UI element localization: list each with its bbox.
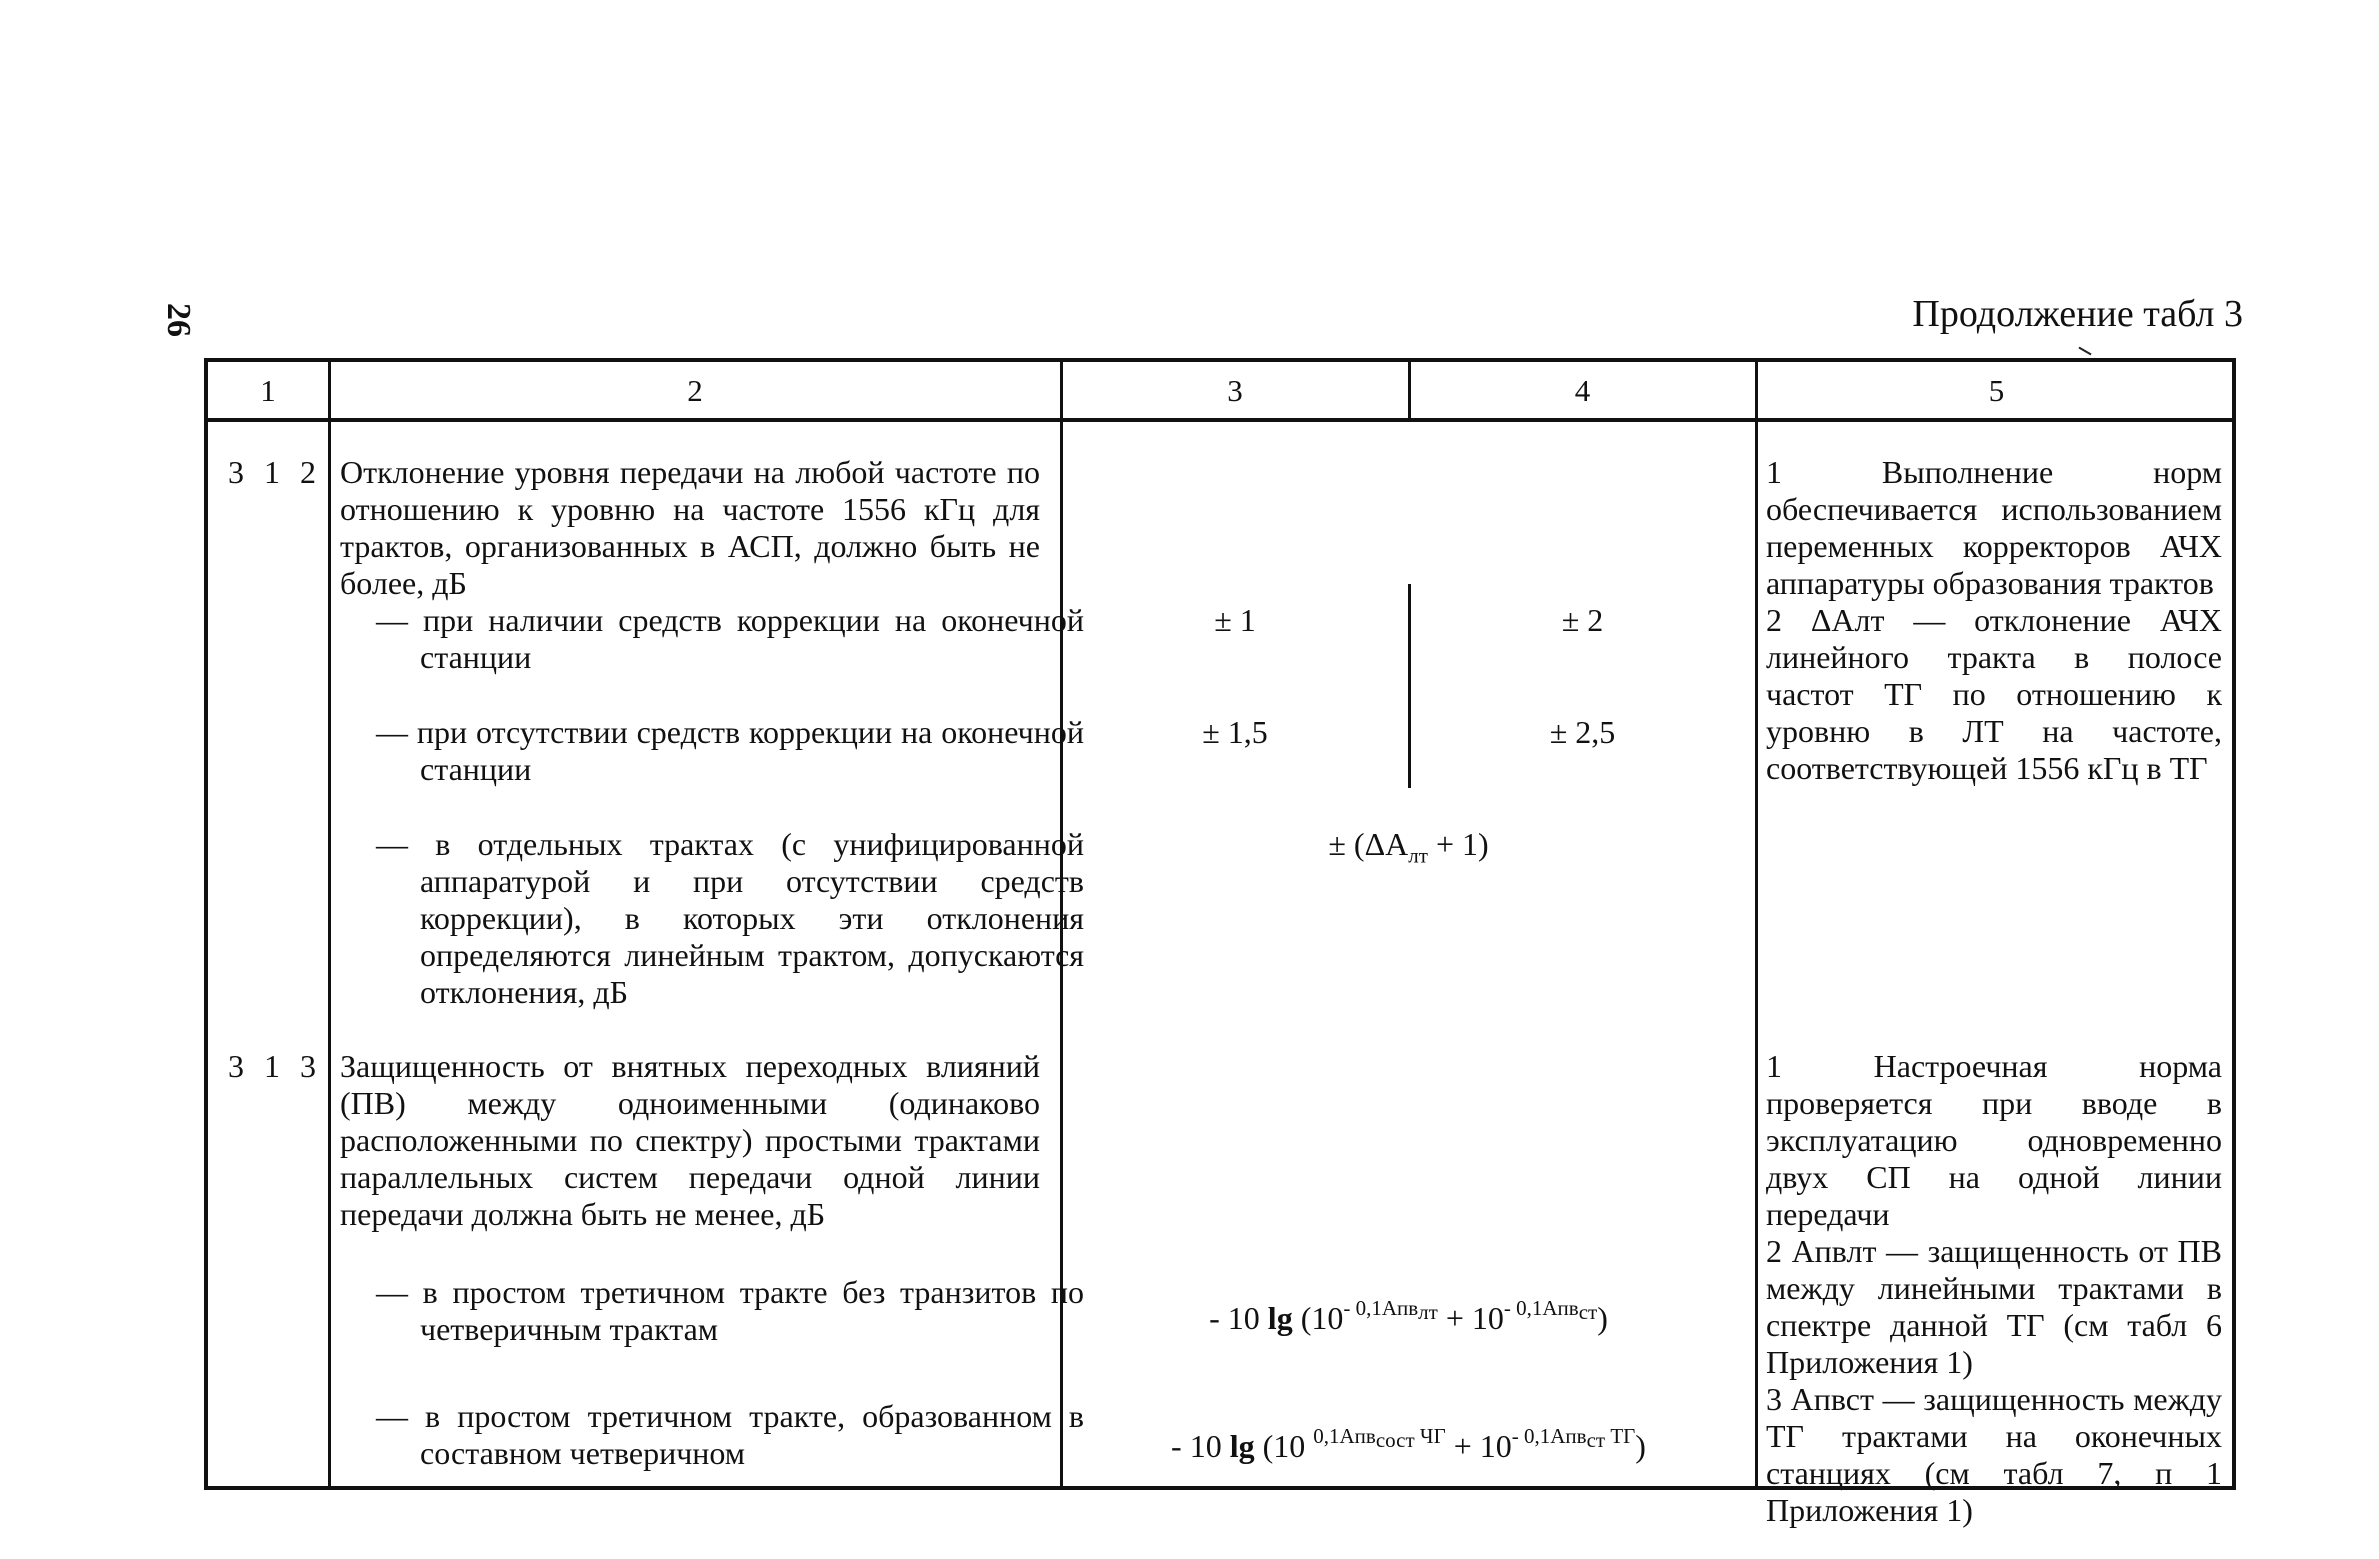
table (204, 358, 2236, 1528)
row-312-item-3-merged: ± $(\Delta A_{лт} + 1)$ (1328, 826, 1489, 868)
row-313-item-1: — в простом третичном тракте без транзитов по четверичным трактам (376, 1274, 1084, 1347)
page-number: 26 (160, 303, 197, 337)
row-313-item-1-formula: - 10 $\lg (10^{- 0,1Aпв_{лт}} + 10^{- 0,1Aпв_{ст}})$ (1209, 1296, 1608, 1336)
header-col-4: 4 (1574, 373, 1591, 408)
row-312-item-3: — в отдельных трактах (с унифицированной аппаратурой и при отсутствии средств коррекции), в которых эти отклонения определяются линейным трактом, допускаются отклонения, дБ (376, 826, 1084, 1010)
row-312-item-1: — при наличии средств коррекции на оконечной станции (376, 602, 1084, 675)
row-313-item-2-formula: - 10 lg (10 $^{0,1Aпв_{сост} ЧГ} + 10^{- 0,1Aпв_{ст} ТГ}$) (1171, 1424, 1646, 1464)
caption-tick (2078, 347, 2091, 356)
row-number-312: 3 1 2 (228, 454, 322, 490)
row-313-item-2: — в простом третичном тракте, образованном в составном четверичном (376, 1398, 1084, 1471)
table-caption: Продолжение табл 3 (1912, 293, 2243, 335)
row-312-notes: 1 Выполнение норм обеспечивается использованием переменных корректоров АЧХ аппаратуры образования трактов 2 ΔAлт — отклонение АЧХ линейного тракта в полосе частот ТГ по отношению к уровню в ЛТ на частоте, соответствующей 1556 кГц в ТГ (1766, 454, 2222, 786)
row-312-item-2: — при отсутствии средств коррекции на оконечной станции (376, 714, 1084, 787)
row-313-notes: 1 Настроечная норма проверяется при вводе в эксплуатацию одновременно двух СП на одной линии передачи 2 Aпвлт — защищенность от ПВ между линейными трактами в спектре данной ТГ (см табл 6 Приложения 1) 3 Aпвст — защищенность между ТГ трактами на оконечных станциях (см табл 7, п 1 Приложения 1) (1766, 1048, 2222, 1528)
header-col-5: 5 (1988, 373, 2005, 408)
header-col-1: 1 (260, 373, 276, 408)
row-312-intro: Отклонение уровня передачи на любой частоте по отношению к уровню на частоте 1556 кГц для трактов, организованных в АСП, должно быть не более, дБ (340, 454, 1040, 601)
row-312-item-2-col4: ± 2,5 (1549, 714, 1616, 750)
header-col-2: 2 (687, 373, 703, 408)
row-number-313: 3 1 3 (228, 1048, 322, 1084)
col3-col4-divider (1408, 584, 1411, 788)
row-312-item-1-col3: ± 1 (1214, 602, 1256, 638)
row-312-item-2-col3: ± 1,5 (1202, 714, 1268, 750)
row-313-intro: Защищенность от внятных переходных влияний (ПВ) между одноименными (одинаково расположенными по спектру) простыми трактами параллельных систем передачи одной линии передачи должна быть не менее, дБ (340, 1048, 1040, 1232)
header-col-3: 3 (1227, 373, 1243, 408)
row-312-item-1-col4: ± 2 (1561, 602, 1604, 638)
